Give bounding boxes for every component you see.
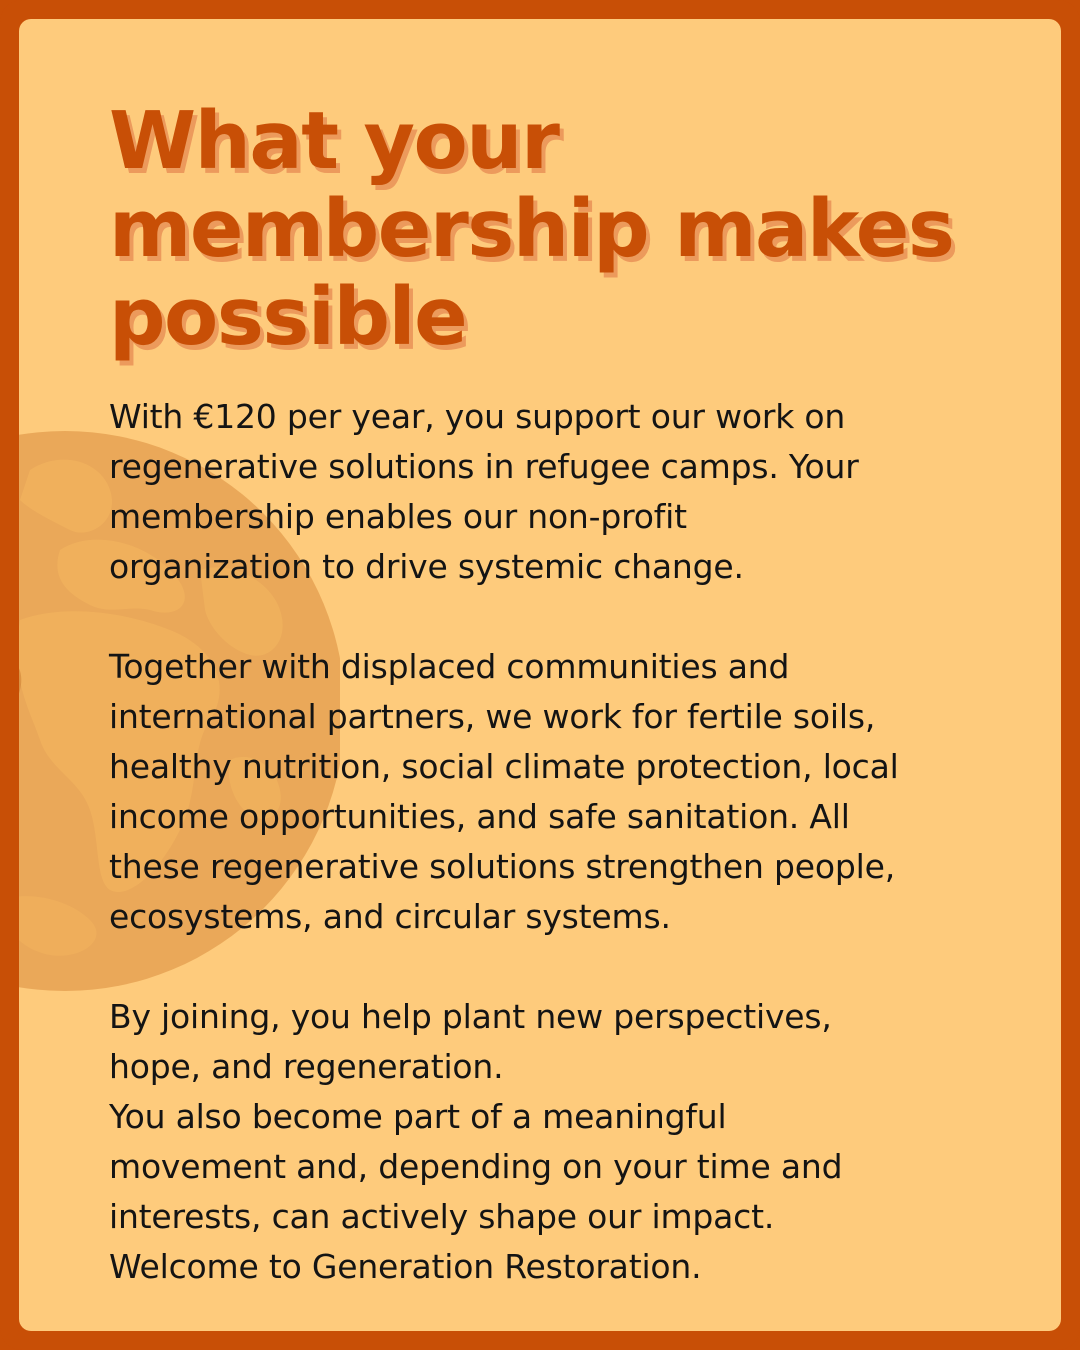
- text-line: income opportunities, and safe sanitation. All: [109, 797, 850, 836]
- title-line: membership makes: [109, 183, 954, 275]
- text-line: membership enables our non-profit: [109, 497, 687, 536]
- title-line: What your: [109, 95, 559, 187]
- paragraph-membership-support: [109, 392, 1039, 592]
- text-line: organization to drive systemic change.: [109, 547, 744, 586]
- text-line: You also become part of a meaningful: [109, 1097, 727, 1136]
- text-line: healthy nutrition, social climate protection, local: [109, 747, 899, 786]
- paragraph-gap: [109, 942, 1039, 992]
- text-line: ecosystems, and circular systems.: [109, 897, 671, 936]
- text-line: Together with displaced communities and: [109, 647, 790, 686]
- text-line: regenerative solutions in refugee camps. Your: [109, 447, 859, 486]
- text-line: Welcome to Generation Restoration.: [109, 1247, 702, 1286]
- text-line: hope, and regeneration.: [109, 1047, 504, 1086]
- body-text: [109, 392, 1039, 1292]
- paragraph-gap: [109, 592, 1039, 642]
- text-line: interests, can actively shape our impact.: [109, 1197, 775, 1236]
- text-line: these regenerative solutions strengthen people,: [109, 847, 895, 886]
- text-line: international partners, we work for fertile soils,: [109, 697, 876, 736]
- content-card: [19, 19, 1061, 1331]
- page-title: [109, 97, 1039, 361]
- title-line: possible: [109, 271, 467, 363]
- paragraph-joining: [109, 992, 1039, 1292]
- text-line: By joining, you help plant new perspectives,: [109, 997, 832, 1036]
- text-line: With €120 per year, you support our work on: [109, 397, 846, 436]
- paragraph-partners: [109, 642, 1039, 942]
- text-line: movement and, depending on your time and: [109, 1147, 843, 1186]
